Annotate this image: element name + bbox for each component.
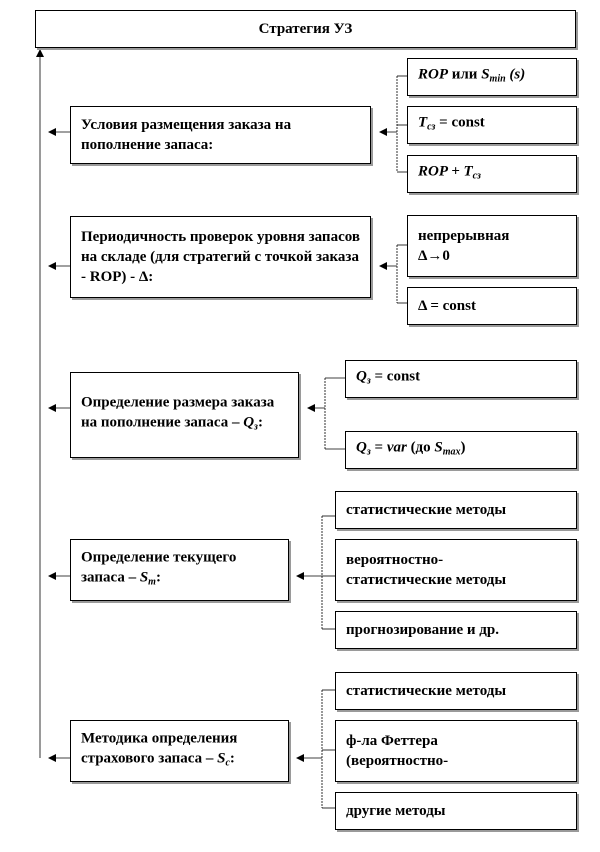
g5-option-2: ф-ла Феттера (вероятностно- bbox=[335, 720, 577, 782]
g1-option-2: $T_{сз}$ = const bbox=[407, 106, 577, 144]
group-5-label: Методика определения страхового запаса – $S_c$: bbox=[81, 730, 238, 769]
g2-option-1: непрерывная Δ→0 bbox=[407, 215, 577, 277]
group-2-label: Периодичность проверок уровня запасов на складе (для стратегий с точкой заказа - ROP) - Δ: bbox=[81, 229, 360, 285]
group-1-box bbox=[70, 106, 371, 164]
g3-option-2: $Q_з$ = var (до $S_{max}$) bbox=[345, 431, 577, 469]
title-text: Стратегия УЗ bbox=[258, 21, 353, 37]
title-box bbox=[35, 10, 576, 48]
g4-option-3: прогнозирование и др. bbox=[335, 611, 577, 649]
g5-option-3: другие методы bbox=[335, 792, 577, 830]
group-2-box bbox=[70, 216, 371, 298]
group-3-label: Определение размера заказа на пополнение запаса – $Q_з$: bbox=[81, 394, 275, 433]
group-1-label: Условия размещения заказа на пополнение запаса: bbox=[81, 117, 292, 153]
g4-option-1: статистические методы bbox=[335, 491, 577, 529]
g4-option-2: вероятностно- статистические методы bbox=[335, 539, 577, 601]
g2-option-2: Δ = const bbox=[407, 287, 577, 325]
group-5-box bbox=[70, 720, 289, 782]
g5-option-1: статистические методы bbox=[335, 672, 577, 710]
group-4-box bbox=[70, 539, 289, 601]
group-4-label: Определение текущего запаса – $S_т$: bbox=[81, 549, 237, 588]
group-3-box bbox=[70, 372, 299, 458]
g3-option-1: $Q_з$ = const bbox=[345, 360, 577, 398]
g1-option-3: ROP + $T_{сз}$ bbox=[407, 155, 577, 193]
g1-option-1: ROP или $S_{min}$ (s) bbox=[407, 58, 577, 96]
